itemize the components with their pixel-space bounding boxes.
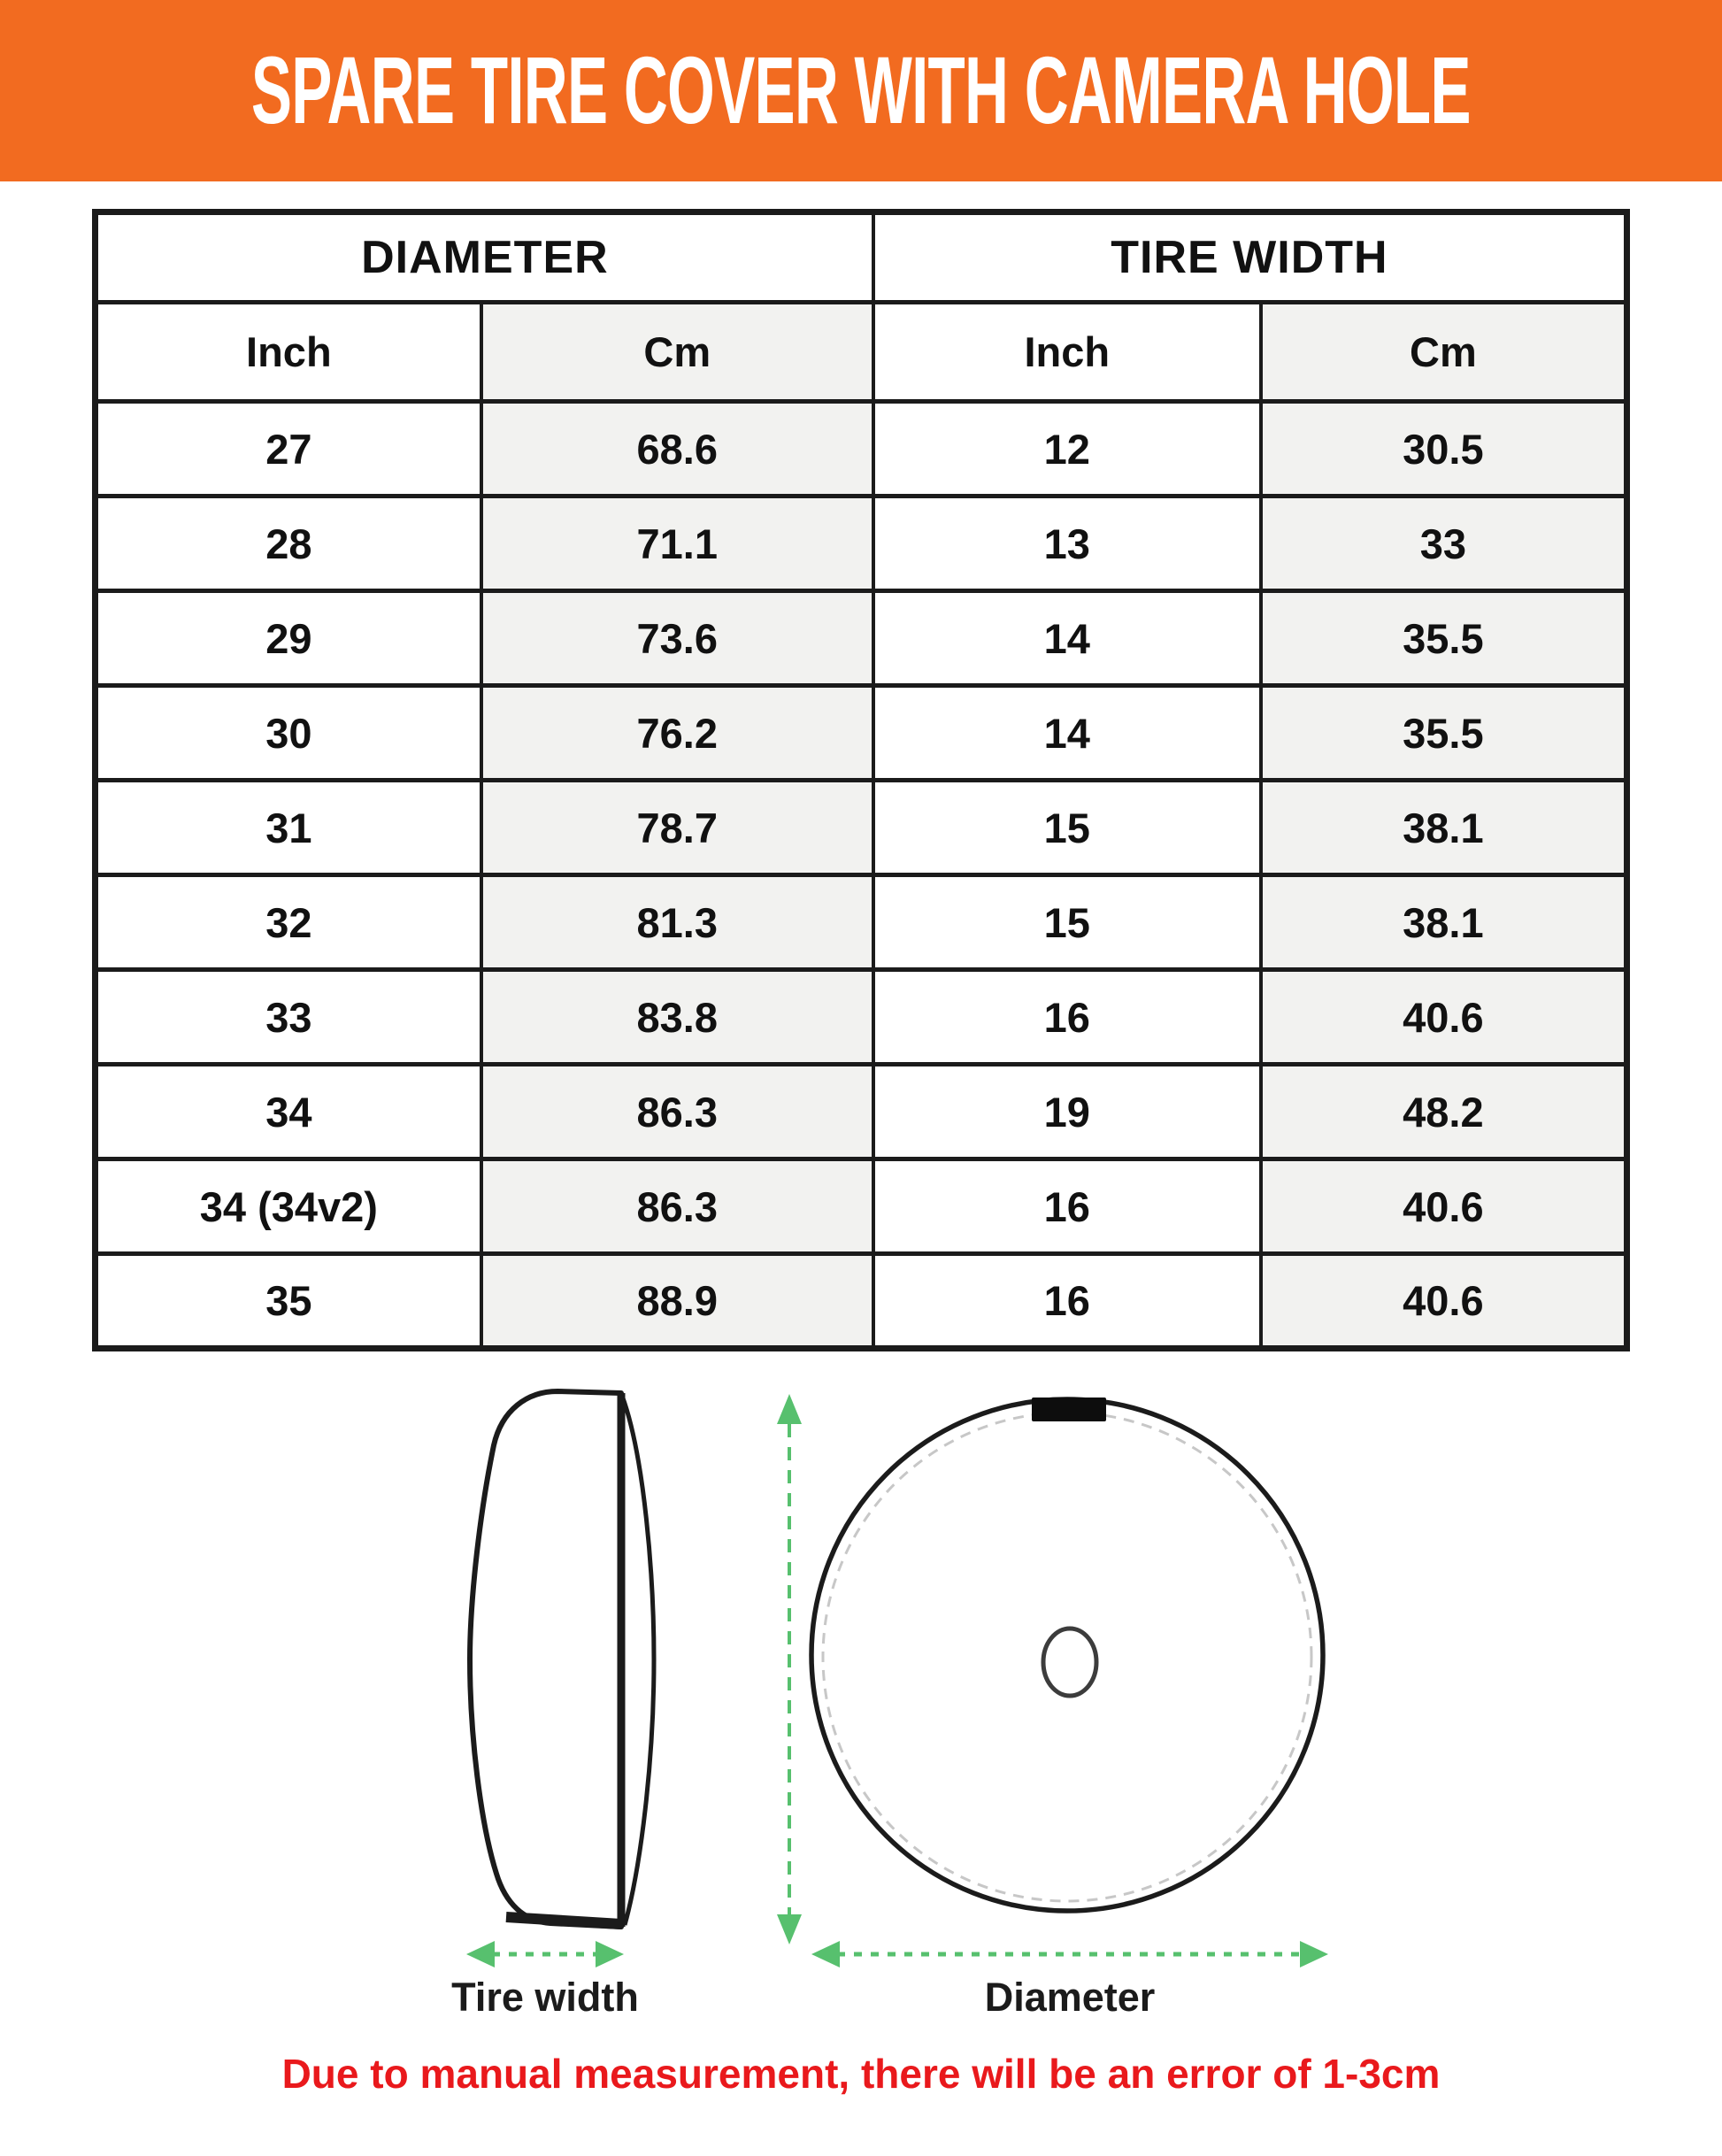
table-row <box>96 875 1627 970</box>
unit-header-width-cm: Cm <box>1261 303 1627 402</box>
size-cell-cm: 30.5 <box>1261 402 1627 497</box>
size-cell-cm: 88.9 <box>481 1254 873 1349</box>
size-cell-inch: 30 <box>96 686 481 781</box>
size-cell-cm: 38.1 <box>1261 781 1627 875</box>
size-cell-cm: 35.5 <box>1261 686 1627 781</box>
size-cell-cm: 76.2 <box>481 686 873 781</box>
size-cell-inch: 34 <box>96 1065 481 1159</box>
group-header-row <box>96 212 1627 303</box>
size-cell-cm: 83.8 <box>481 970 873 1065</box>
tire-side-view <box>470 1391 654 1927</box>
size-cell-cm: 33 <box>1261 497 1627 591</box>
size-cell-inch: 34 (34v2) <box>96 1159 481 1254</box>
size-cell-cm: 48.2 <box>1261 1065 1627 1159</box>
table-row <box>96 686 1627 781</box>
size-cell-inch: 14 <box>873 686 1261 781</box>
size-cell-cm: 71.1 <box>481 497 873 591</box>
measurement-diagram-svg <box>0 1367 1722 2027</box>
size-cell-inch: 28 <box>96 497 481 591</box>
size-cell-inch: 16 <box>873 1159 1261 1254</box>
column-group-diameter: DIAMETER <box>96 212 873 303</box>
table-row <box>96 497 1627 591</box>
size-cell-inch: 35 <box>96 1254 481 1349</box>
size-cell-cm: 78.7 <box>481 781 873 875</box>
size-cell-inch: 12 <box>873 402 1261 497</box>
size-cell-cm: 35.5 <box>1261 591 1627 686</box>
center-hole <box>1043 1629 1096 1696</box>
size-cell-inch: 15 <box>873 781 1261 875</box>
unit-header-width-inch: Inch <box>873 303 1261 402</box>
size-cell-cm: 68.6 <box>481 402 873 497</box>
size-cell-inch: 15 <box>873 875 1261 970</box>
size-cell-cm: 40.6 <box>1261 970 1627 1065</box>
table-row <box>96 591 1627 686</box>
tire-width-arrow <box>466 1941 624 1967</box>
table-row <box>96 970 1627 1065</box>
size-table-wrap <box>0 181 1722 1351</box>
column-group-tire-width: TIRE WIDTH <box>873 212 1627 303</box>
title-banner <box>0 0 1722 181</box>
size-cell-inch: 33 <box>96 970 481 1065</box>
size-cell-cm: 40.6 <box>1261 1159 1627 1254</box>
size-cell-cm: 73.6 <box>481 591 873 686</box>
size-cell-cm: 81.3 <box>481 875 873 970</box>
size-cell-cm: 40.6 <box>1261 1254 1627 1349</box>
size-table-body <box>96 402 1627 1349</box>
size-cell-inch: 14 <box>873 591 1261 686</box>
measurement-diagram <box>0 1367 1722 2027</box>
size-cell-inch: 27 <box>96 402 481 497</box>
tire-front-view <box>811 1398 1323 1911</box>
size-cell-inch: 16 <box>873 1254 1261 1349</box>
table-row <box>96 1065 1627 1159</box>
size-cell-cm: 86.3 <box>481 1065 873 1159</box>
size-table <box>92 209 1630 1351</box>
measurement-note: Due to manual measurement, there will be an error of 1-3cm <box>281 2051 1441 2097</box>
page-title: SPARE TIRE COVER WITH CAMERA HOLE <box>251 37 1471 143</box>
unit-header-diameter-inch: Inch <box>96 303 481 402</box>
size-cell-cm: 38.1 <box>1261 875 1627 970</box>
table-row <box>96 781 1627 875</box>
unit-header-row <box>96 303 1627 402</box>
diameter-arrow <box>811 1941 1328 1967</box>
camera-hole-tab <box>1032 1398 1106 1421</box>
diameter-vertical-arrow <box>777 1394 802 1944</box>
size-cell-inch: 16 <box>873 970 1261 1065</box>
size-cell-inch: 13 <box>873 497 1261 591</box>
size-cell-inch: 29 <box>96 591 481 686</box>
table-row <box>96 402 1627 497</box>
table-row <box>96 1159 1627 1254</box>
size-cell-inch: 19 <box>873 1065 1261 1159</box>
size-cell-inch: 31 <box>96 781 481 875</box>
table-row <box>96 1254 1627 1349</box>
size-cell-inch: 32 <box>96 875 481 970</box>
tire-width-label: Tire width <box>451 1975 639 2020</box>
unit-header-diameter-cm: Cm <box>481 303 873 402</box>
size-cell-cm: 86.3 <box>481 1159 873 1254</box>
diameter-label: Diameter <box>984 1975 1156 2020</box>
